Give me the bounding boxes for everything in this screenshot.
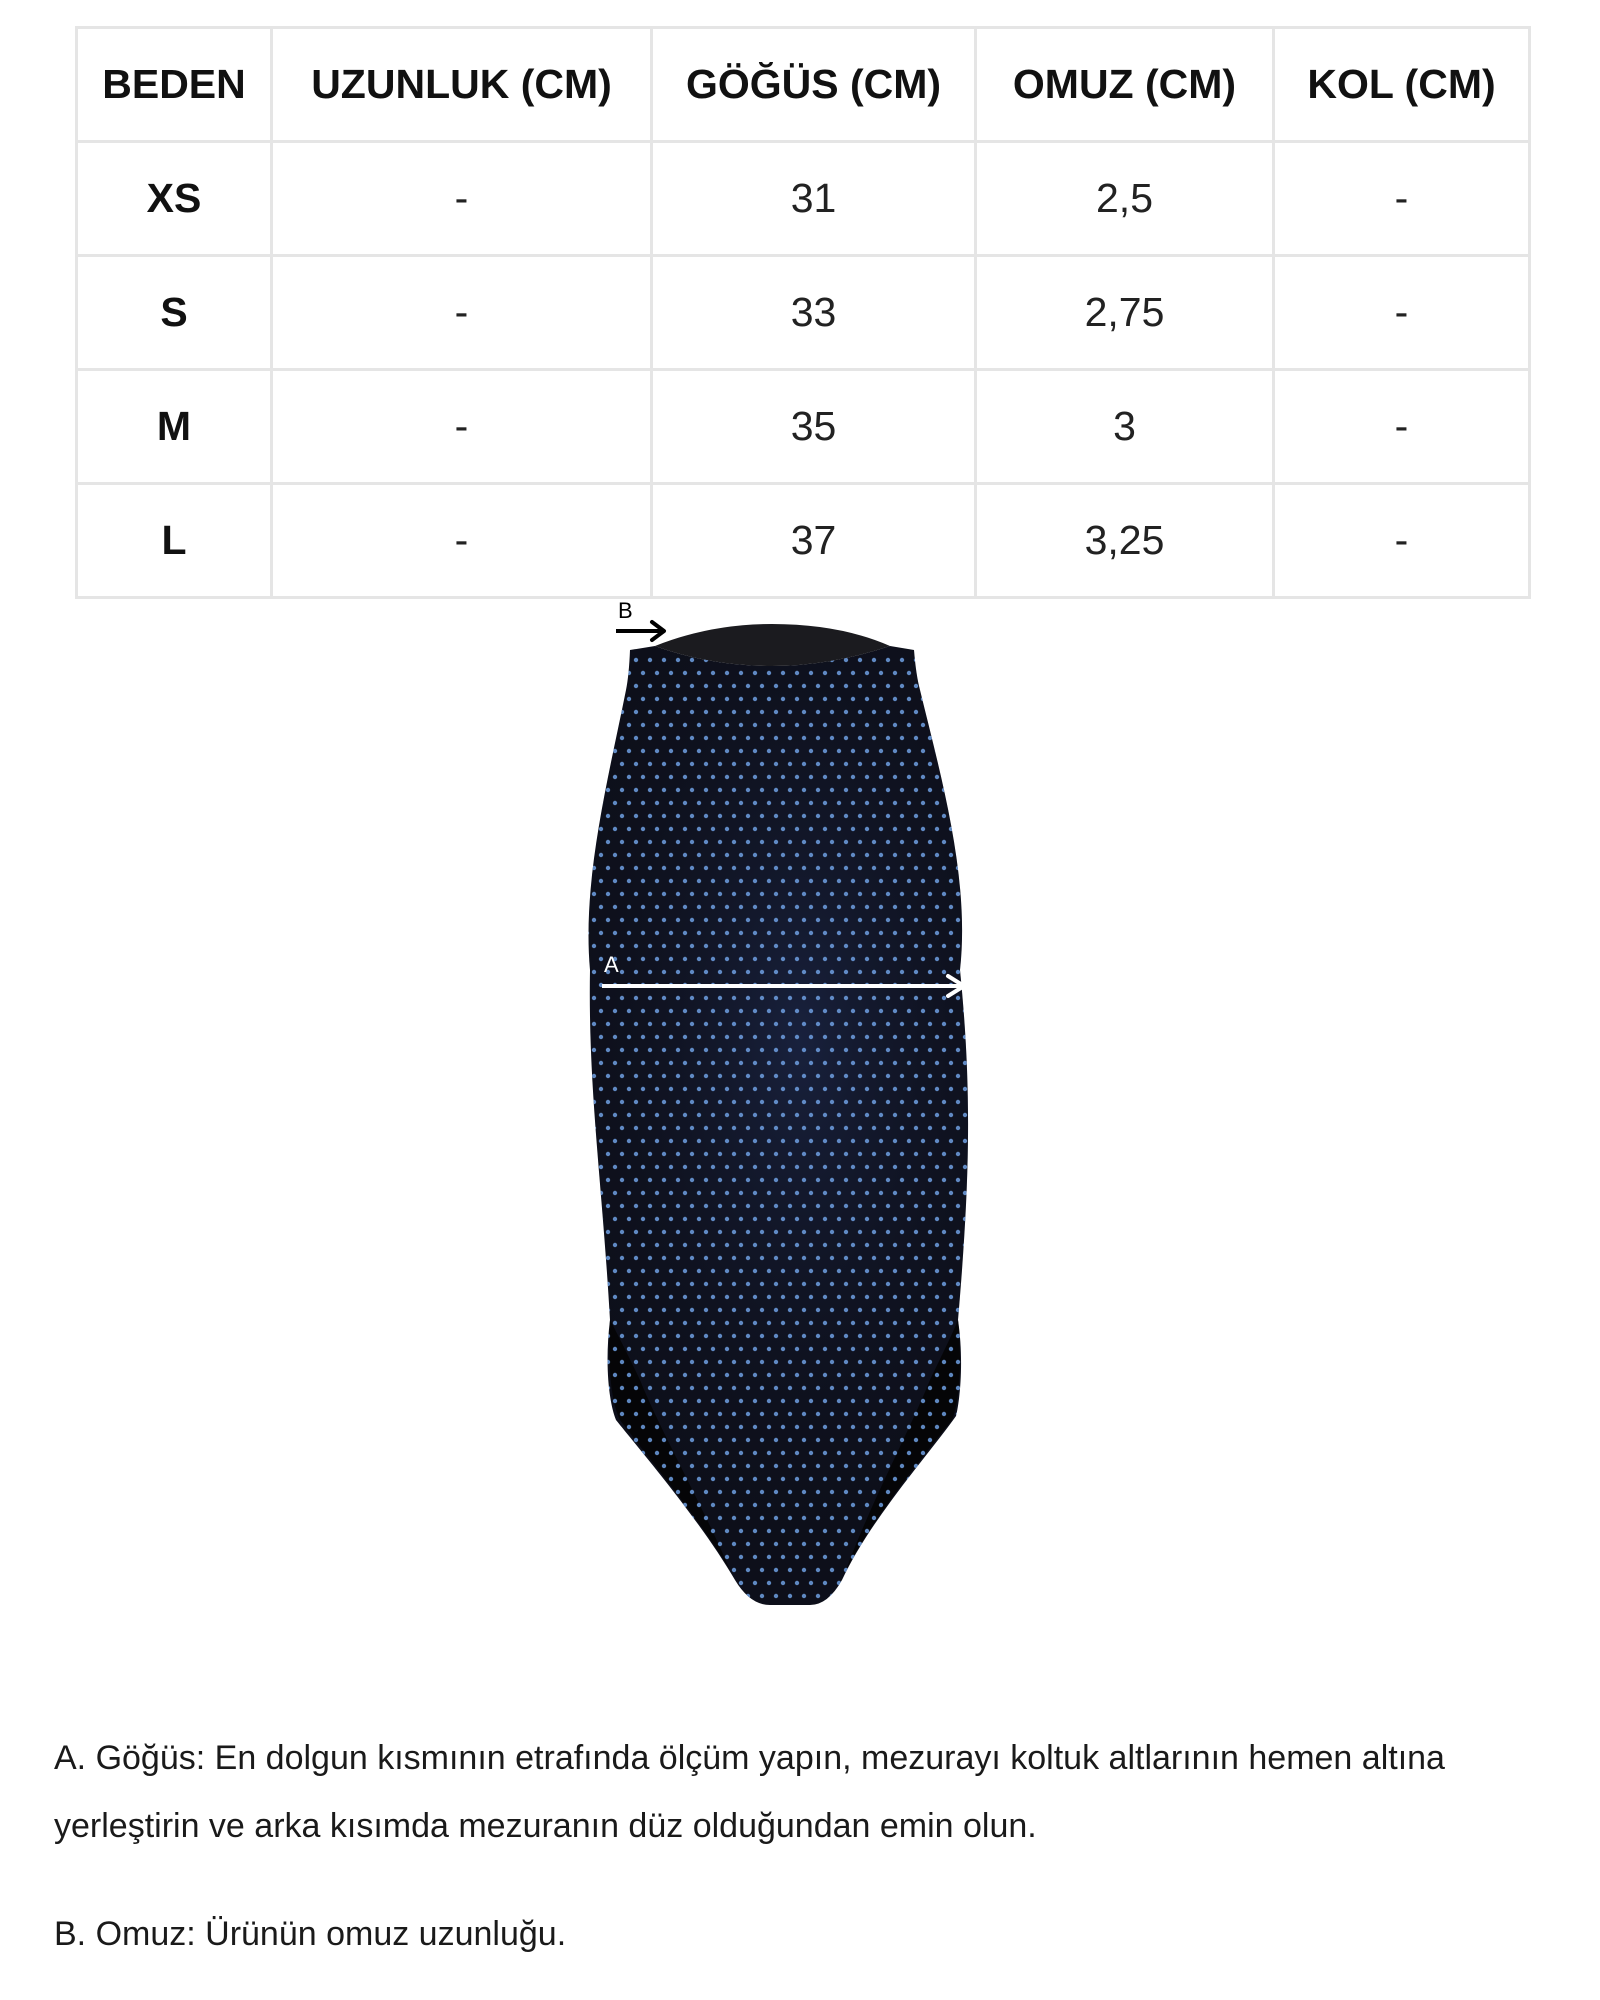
shoulder-cell: 2,5 [976,142,1274,256]
header-kol: KOL (CM) [1274,28,1530,142]
size-cell: M [77,370,272,484]
label-b: B [618,598,633,623]
chest-cell: 37 [652,484,976,598]
bodysuit-measurement-figure [560,598,1040,1620]
chest-cell: 33 [652,256,976,370]
table-row [77,142,1530,256]
label-a: A [604,952,619,977]
size-cell: XS [77,142,272,256]
shoulder-arrow [616,598,664,640]
size-cell: L [77,484,272,598]
bodysuit-illustration [560,598,1040,1620]
header-gogus: GÖĞÜS (CM) [652,28,976,142]
bodysuit-shine [560,620,1040,1620]
length-cell: - [272,256,652,370]
header-beden: BEDEN [77,28,272,142]
sleeve-cell: - [1274,256,1530,370]
sleeve-cell: - [1274,142,1530,256]
chest-cell: 35 [652,370,976,484]
table-header-row [77,28,1530,142]
description-chest: A. Göğüs: En dolgun kısmının etrafında ölçüm yapın, mezurayı koltuk altlarının hemen altına yerleştirin ve arka kısımda mezuranın düz olduğundan emin olun. [54,1739,1445,1845]
length-cell: - [272,142,652,256]
size-chart-table [75,26,1531,599]
length-cell: - [272,484,652,598]
table-row [77,370,1530,484]
table-row [77,256,1530,370]
sleeve-cell: - [1274,484,1530,598]
header-uzunluk: UZUNLUK (CM) [272,28,652,142]
shoulder-cell: 2,75 [976,256,1274,370]
shoulder-cell: 3 [976,370,1274,484]
sleeve-cell: - [1274,370,1530,484]
chest-cell: 31 [652,142,976,256]
header-omuz: OMUZ (CM) [976,28,1274,142]
description-shoulder: B. Omuz: Ürünün omuz uzunluğu. [54,1915,567,1953]
size-cell: S [77,256,272,370]
shoulder-cell: 3,25 [976,484,1274,598]
length-cell: - [272,370,652,484]
table-row [77,484,1530,598]
